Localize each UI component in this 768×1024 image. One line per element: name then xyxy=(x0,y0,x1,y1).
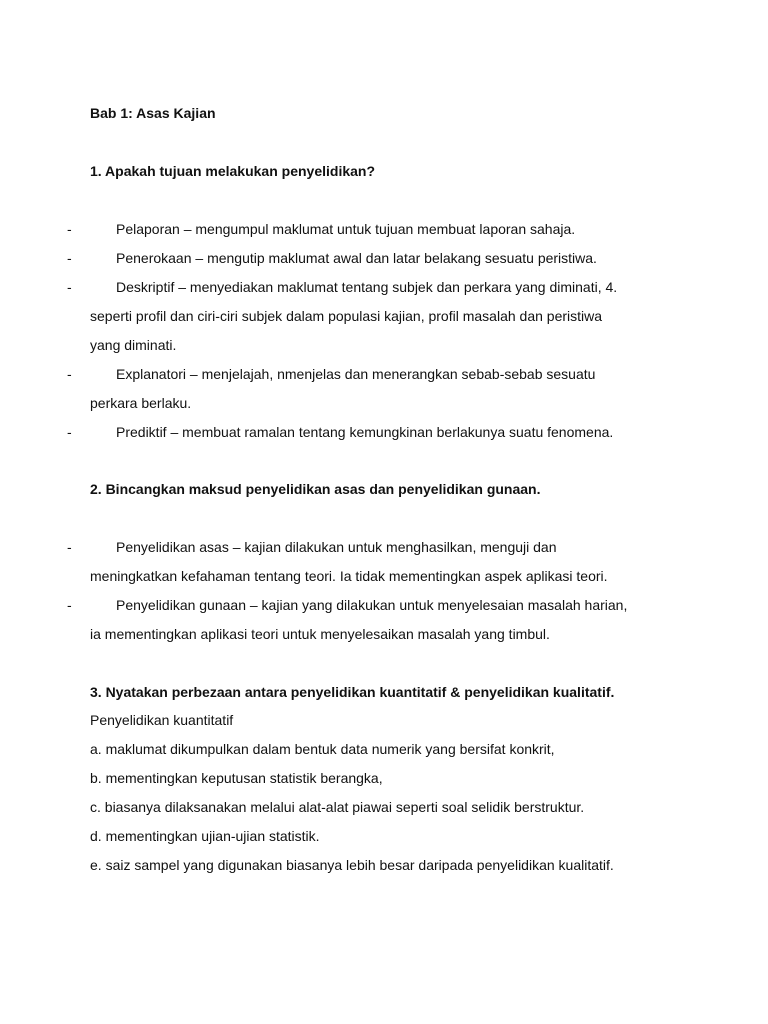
question-1-heading: 1. Apakah tujuan melakukan penyelidikan? xyxy=(90,163,376,179)
chapter-title: Bab 1: Asas Kajian xyxy=(90,105,216,121)
q2-item-gunaan: Penyelidikan gunaan – kajian yang dilakukan untuk menyelesaian masalah harian, xyxy=(116,597,628,613)
q1-item-penerokaan: Penerokaan – mengutip maklumat awal dan latar belakang sesuatu peristiwa. xyxy=(116,250,597,266)
q1-item-deskriptif-cont: seperti profil dan ciri-ciri subjek dalam populasi kajian, profil masalah dan peristiwa xyxy=(90,308,603,324)
q1-item-prediktif: Prediktif – membuat ramalan tentang kemungkinan berlakunya suatu fenomena. xyxy=(116,424,614,440)
q1-item-deskriptif-cont: yang diminati. xyxy=(90,337,177,353)
q1-item-deskriptif: Deskriptif – menyediakan maklumat tentang subjek dan perkara yang diminati, 4. xyxy=(116,279,618,295)
q1-item-pelaporan: Pelaporan – mengumpul maklumat untuk tujuan membuat laporan sahaja. xyxy=(116,221,576,237)
q2-item-asas-cont: meningkatkan kefahaman tentang teori. Ia tidak mementingkan aspek aplikasi teori. xyxy=(90,568,608,584)
q2-item-gunaan-cont: ia mementingkan aplikasi teori untuk menyelesaikan masalah yang timbul. xyxy=(90,626,550,642)
q1-item-explanatori-cont: perkara berlaku. xyxy=(90,395,192,411)
q3-point: e. saiz sampel yang digunakan biasanya lebih besar daripada penyelidikan kualitatif. xyxy=(90,857,614,873)
bullet-dash: - xyxy=(67,250,72,266)
bullet-dash: - xyxy=(67,597,72,613)
bullet-dash: - xyxy=(67,539,72,555)
question-3-subheading: Penyelidikan kuantitatif xyxy=(90,712,234,728)
q2-item-asas: Penyelidikan asas – kajian dilakukan untuk menghasilkan, menguji dan xyxy=(116,539,557,555)
bullet-dash: - xyxy=(67,279,72,295)
bullet-dash: - xyxy=(67,221,72,237)
q3-point: a. maklumat dikumpulkan dalam bentuk data numerik yang bersifat konkrit, xyxy=(90,741,555,757)
question-3-heading: 3. Nyatakan perbezaan antara penyelidikan kuantitatif & penyelidikan kualitatif. xyxy=(90,684,615,700)
bullet-dash: - xyxy=(67,424,72,440)
question-2-heading: 2. Bincangkan maksud penyelidikan asas dan penyelidikan gunaan. xyxy=(90,481,541,497)
q1-item-explanatori: Explanatori – menjelajah, nmenjelas dan menerangkan sebab-sebab sesuatu xyxy=(116,366,596,382)
q3-point: c. biasanya dilaksanakan melalui alat-alat piawai seperti soal selidik berstruktur. xyxy=(90,799,585,815)
bullet-dash: - xyxy=(67,366,72,382)
q3-point: b. mementingkan keputusan statistik berangka, xyxy=(90,770,383,786)
q3-point: d. mementingkan ujian-ujian statistik. xyxy=(90,828,320,844)
